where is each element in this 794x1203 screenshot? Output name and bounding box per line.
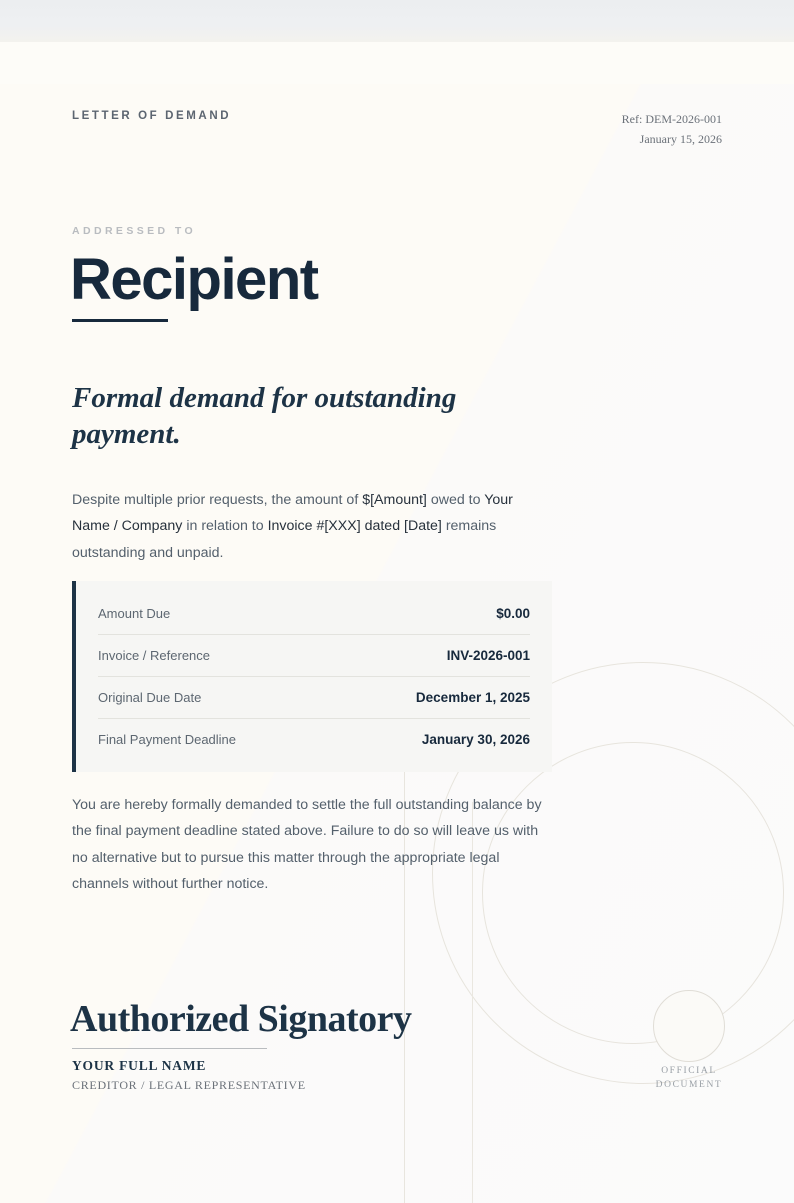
signature-title: Authorized Signatory (70, 998, 412, 1040)
payment-details-panel (72, 581, 552, 772)
signature-line (72, 1048, 267, 1049)
detail-row (98, 635, 530, 677)
recipient-underline (72, 319, 168, 322)
seal-caption-line-1: OFFICIAL (661, 1066, 717, 1076)
detail-value: $0.00 (496, 606, 530, 621)
reference-number: Ref: DEM-2026-001 (621, 112, 722, 126)
detail-row (98, 719, 530, 760)
detail-label: Invoice / Reference (98, 648, 211, 663)
closing-paragraph: You are hereby formally demanded to settle the full outstanding balance by the final payment deadline stated above. Failure to do so will leave us with no alternative but to pursue this matter through the appropriate legal channels without further notice. (72, 797, 542, 892)
detail-label: Final Payment Deadline (98, 732, 237, 747)
document-header (72, 110, 722, 150)
intro-text-part-4: remains outstanding and unpaid. (72, 518, 497, 561)
detail-row (98, 677, 530, 719)
invoice-placeholder: Invoice #[XXX] dated [Date] (267, 518, 442, 535)
detail-value: INV-2026-001 (446, 648, 530, 663)
seal-caption (630, 1064, 748, 1093)
detail-label: Amount Due (98, 606, 171, 621)
detail-value: January 30, 2026 (421, 732, 530, 747)
intro-text-part-3: in relation to (182, 518, 268, 535)
detail-row (98, 593, 530, 635)
creditor-placeholder: Your Name / Company (72, 492, 513, 535)
document-meta (622, 110, 722, 150)
intro-text-part-2: owed to (426, 492, 485, 508)
page-top-edge (0, 0, 794, 42)
amount-placeholder: $[Amount] (362, 492, 427, 508)
document-subject: Formal demand for outstanding payment. (72, 382, 457, 451)
seal-caption-line-2: DOCUMENT (655, 1080, 723, 1091)
recipient-name: Recipient (70, 247, 318, 312)
official-seal-icon (653, 990, 725, 1062)
document-type-label: LETTER OF DEMAND (72, 110, 232, 122)
signatory-name: YOUR FULL NAME (72, 1058, 207, 1073)
document-date: January 15, 2026 (639, 131, 722, 146)
intro-paragraph (72, 487, 542, 566)
detail-label: Original Due Date (98, 690, 202, 705)
signatory-role: CREDITOR / LEGAL REPRESENTATIVE (72, 1078, 306, 1092)
intro-text-part-1: Despite multiple prior requests, the amount of (72, 492, 363, 508)
addressed-to-label: ADDRESSED TO (72, 225, 197, 237)
document-body (0, 42, 794, 1163)
detail-value: December 1, 2025 (415, 690, 530, 705)
